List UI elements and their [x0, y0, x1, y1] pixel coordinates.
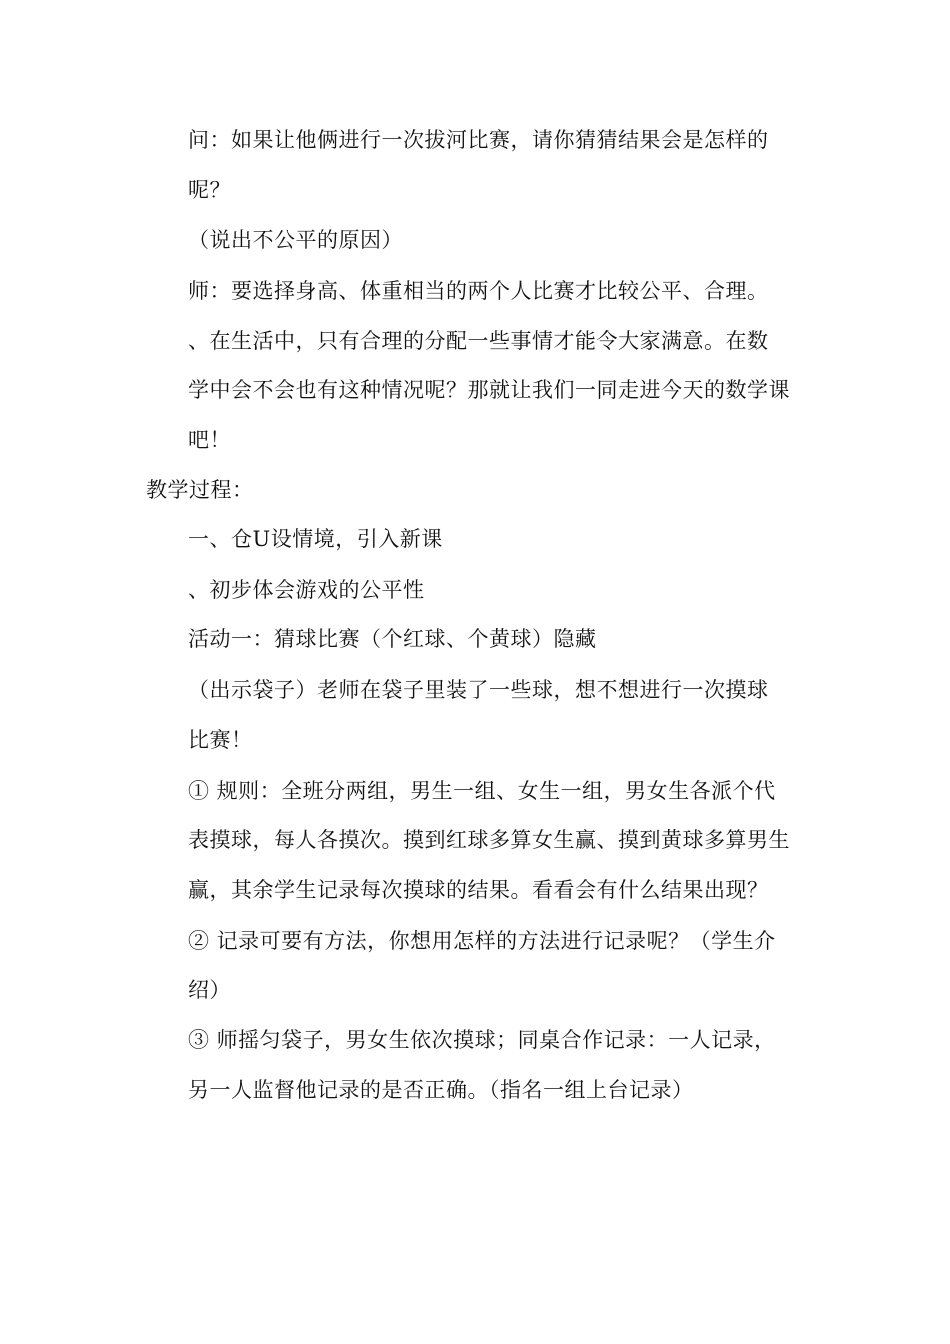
section-heading: 教学过程： [146, 478, 254, 502]
text-line: （出示袋子）老师在袋子里装了一些球，想不想进行一次摸球 [188, 678, 769, 702]
text-line: 绍） [188, 978, 231, 1002]
text-line: 另一人监督他记录的是否正确。（指名一组上台记录） [188, 1078, 694, 1102]
text-line: 吧！ [188, 428, 231, 452]
text-line: 表摸球，每人各摸次。摸到红球多算女生赢、摸到黄球多算男生 [188, 828, 790, 852]
text-line: 问：如果让他俩进行一次拔河比赛，请你猜猜结果会是怎样的 [188, 128, 769, 152]
text-line: 呢？ [188, 178, 231, 202]
text-line: 一、仓U设情境，引入新课 [188, 527, 443, 551]
text-line: ② 记录可要有方法，你想用怎样的方法进行记录呢？（学生介 [188, 929, 776, 953]
text-line: ③ 师摇匀袋子，男女生依次摸球；同桌合作记录：一人记录， [188, 1028, 776, 1052]
text-line: 、初步体会游戏的公平性 [188, 578, 425, 602]
text-line: 赢，其余学生记录每次摸球的结果。看看会有什么结果出现？ [188, 878, 769, 902]
text-line: 比赛！ [188, 728, 253, 752]
text-line: 师：要选择身高、体重相当的两个人比赛才比较公平、合理。 [188, 279, 769, 303]
text-line: 学中会不会也有这种情况呢？那就让我们一同走进今天的数学课 [188, 378, 790, 402]
text-line: 活动一：猜球比赛（个红球、个黄球）隐藏 [188, 627, 597, 651]
text-line: ① 规则：全班分两组，男生一组、女生一组，男女生各派个代 [188, 779, 776, 803]
text-line: 、在生活中，只有合理的分配一些事情才能令大家满意。在数 [188, 329, 769, 353]
text-line: （说出不公平的原因） [188, 228, 403, 252]
